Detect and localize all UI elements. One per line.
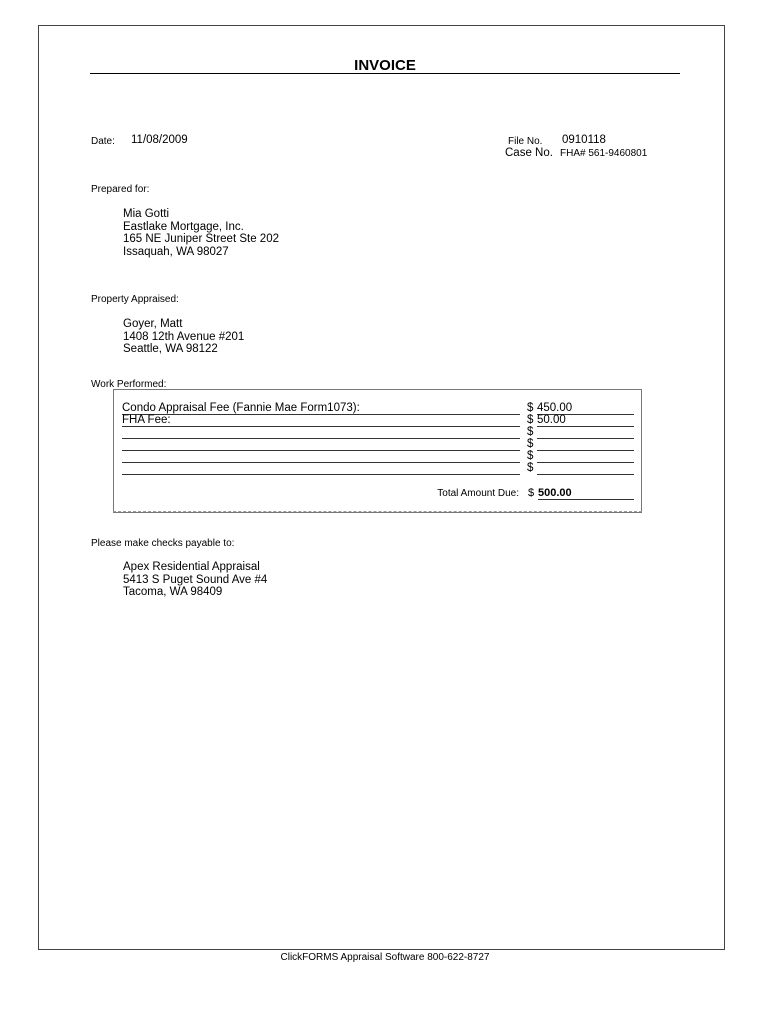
invoice-title: INVOICE (354, 57, 416, 74)
title-rule (90, 73, 680, 74)
property-line: Seattle, WA 98122 (123, 343, 218, 355)
prepared-for-line: 165 NE Juniper Street Ste 202 (123, 233, 279, 245)
date-label: Date: (91, 136, 115, 147)
dollar-sign: $ (527, 438, 534, 450)
payable-address (123, 561, 267, 599)
dollar-sign: $ (528, 487, 535, 499)
fee-row (122, 462, 634, 474)
fee-row (122, 414, 634, 426)
fee-description: FHA Fee: (122, 414, 520, 427)
property-line: 1408 12th Avenue #201 (123, 330, 245, 343)
date-value: 11/08/2009 (131, 134, 188, 146)
total-row (122, 487, 634, 500)
dollar-sign: $ (527, 402, 534, 414)
fee-amount (537, 462, 634, 475)
payable-line: Apex Residential Appraisal (123, 561, 260, 573)
dollar-sign: $ (527, 450, 534, 462)
prepared-for-line: Issaquah, WA 98027 (123, 245, 229, 258)
dollar-sign: $ (527, 462, 534, 474)
dollar-sign: $ (527, 414, 534, 426)
fee-row (122, 402, 634, 414)
fee-amount: 50.00 (537, 414, 634, 427)
payable-line: 5413 S Puget Sound Ave #4 (123, 573, 268, 586)
dollar-sign: $ (527, 426, 534, 438)
fee-row (122, 426, 634, 438)
case-no-value: FHA# 561-9460801 (560, 148, 648, 159)
property-line: Goyer, Matt (123, 318, 183, 330)
payable-label: Please make checks payable to: (91, 538, 235, 549)
total-label: Total Amount Due: (437, 488, 519, 499)
property-address (123, 318, 244, 356)
case-no-label: Case No. (505, 147, 553, 159)
payable-line: Tacoma, WA 98409 (123, 586, 223, 598)
file-no-label: File No. (508, 136, 543, 147)
fee-row (122, 438, 634, 450)
prepared-for-line: Eastlake Mortgage, Inc. (123, 220, 244, 233)
fee-amount: 450.00 (537, 402, 634, 415)
prepared-for-label: Prepared for: (91, 184, 150, 195)
fee-description (122, 462, 520, 475)
property-label: Property Appraised: (91, 294, 179, 305)
prepared-for-line: Mia Gotti (123, 208, 170, 220)
footer-text: ClickFORMS Appraisal Software 800-622-8727 (280, 952, 490, 963)
total-amount: 500.00 (538, 487, 634, 500)
work-performed-label: Work Performed: (91, 379, 167, 390)
work-box-edge (113, 511, 642, 512)
file-no-value: 0910118 (562, 134, 606, 146)
fee-row (122, 450, 634, 462)
fee-description: Condo Appraisal Fee (Fannie Mae Form1073): (122, 402, 520, 415)
prepared-for-address (123, 208, 279, 258)
